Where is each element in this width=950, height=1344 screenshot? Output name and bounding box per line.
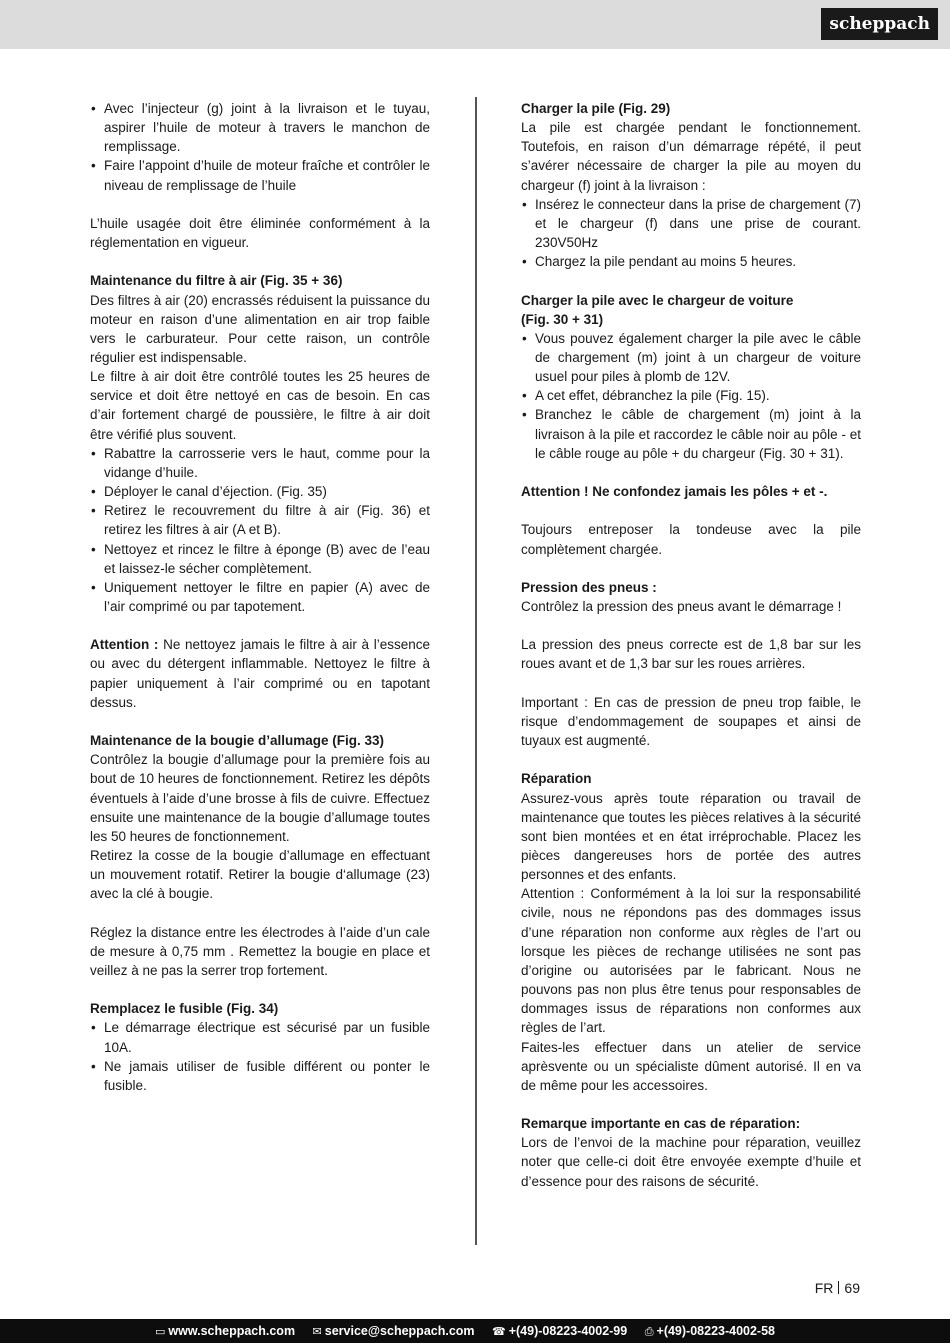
attention-text: Ne nettoyez jamais le filtre à air à l’essence ou avec du détergent inflammable. Nettoyez le filtre à papier uniquement à l’air comprimé ou en tapotant dessus. (90, 637, 431, 710)
car-charger-bullet-list (521, 329, 861, 463)
computer-icon: ▭ (155, 1326, 166, 1338)
right-column (521, 99, 861, 1191)
air-filter-heading: Maintenance du filtre à air (Fig. 35 + 36) (90, 273, 343, 289)
list-item: • Ne jamais utiliser de fusible différent ou ponter le fusible. (90, 1057, 430, 1095)
car-charger-heading-figure: (Fig. 30 + 31) (521, 311, 604, 327)
footer-email[interactable] (313, 1324, 475, 1338)
repair-paragraph-1: Assurez-vous après toute réparation ou travail de maintenance que toutes les pièces relatives à la sécurité sont bien montées et en état irréprochable. Placez les pièces dangereuses hors de portée des autres personnes et des enfants. (521, 790, 861, 883)
charge-battery-paragraph: La pile est chargée pendant le fonctionnement. Toutefois, en raison d’un démarrage répété, il peut s’avérer nécessaire de charger la pile au moyen du chargeur (f) joint à la livraison : (521, 120, 861, 193)
fax-text: +(49)-08223-4002-58 (656, 1324, 776, 1338)
used-oil-paragraph: L’huile usagée doit être éliminée conformément à la réglementation en vigueur. (90, 215, 430, 251)
charge-battery-heading: Charger la pile (Fig. 29) (521, 101, 671, 116)
page-number-separator (838, 1281, 839, 1294)
fuse-heading: Remplacez le fusible (Fig. 34) (90, 1001, 279, 1017)
oil-bullet-list (90, 99, 430, 195)
repair-heading: Réparation (521, 771, 592, 787)
tyre-pressure-paragraph-3: Important : En cas de pression de pneu trop faible, le risque d’endommagement de soupapes et ainsi de tuyaux est augmenté. (521, 694, 861, 749)
air-filter-paragraph-2: Le filtre à air doit être contrôlé toutes les 25 heures de service et doit être nettoyé en cas de besoin. En cas d’air fortement chargé de poussière, le filtre à air doit être vérifié plus souvent. (90, 369, 430, 442)
list-item: • Uniquement nettoyer le filtre en papier (A) avec de l’air comprimé ou par tapotement. (90, 578, 430, 616)
spark-plug-paragraph-1: Contrôlez la bougie d’allumage pour la première fois au bout de 10 heures de fonctionnement. Retirez les dépôts éventuels à l’aide d’une brosse à fils de cuivre. Effectuez ensuite une maintenance de la bougie d’allumage toutes les 50 heures de fonctionnement. (90, 752, 430, 844)
footer-phone (492, 1324, 627, 1338)
email-text: service@scheppach.com (324, 1324, 475, 1338)
fuse-bullet-list (90, 1018, 430, 1095)
list-item: • Le démarrage électrique est sécurisé par un fusible 10A. (90, 1018, 430, 1056)
footer-fax (645, 1324, 775, 1338)
air-filter-bullet-list (90, 444, 430, 616)
mail-icon: ✉ (312, 1326, 322, 1338)
attention-label: Attention : (90, 637, 159, 653)
page-number-value: 69 (844, 1280, 860, 1296)
list-item: • Nettoyez et rincez le filtre à éponge (B) avec de l’eau et laissez-le sécher complètement. (90, 540, 430, 578)
list-item: • Rabattre la carrosserie vers le haut, comme pour la vidange d’huile. (90, 444, 430, 482)
column-divider (475, 97, 477, 1245)
phone-text: +(49)-08223-4002-99 (508, 1324, 628, 1338)
website-text: www.scheppach.com (168, 1324, 296, 1338)
repair-remark-heading: Remarque importante en cas de réparation: (521, 1116, 801, 1132)
list-item: • Retirez le recouvrement du filtre à air (Fig. 36) et retirez les filtres à air (A et B). (90, 501, 430, 539)
list-item: • Faire l’appoint d’huile de moteur fraîche et contrôler le niveau de remplissage de l’huile (90, 156, 430, 194)
spark-plug-heading: Maintenance de la bougie d’allumage (Fig. 33) (90, 733, 385, 749)
repair-remark-paragraph: Lors de l’envoi de la machine pour réparation, veuillez noter que celle-ci doit être envoyée exempte d’huile et d’essence pour des raisons de sécurité. (521, 1135, 861, 1189)
poles-warning: Attention ! Ne confondez jamais les pôles + et -. (521, 484, 828, 500)
list-item: • Insérez le connecteur dans la prise de chargement (7) et le chargeur (f) dans une prise de courant. 230V50Hz (521, 195, 861, 252)
footer-website[interactable] (155, 1324, 295, 1338)
scheppach-logo: scheppach (821, 8, 938, 40)
storage-paragraph: Toujours entreposer la tondeuse avec la pile complètement chargée. (521, 522, 861, 557)
list-item: • Avec l’injecteur (g) joint à la livraison et le tuyau, aspirer l’huile de moteur à travers le manchon de remplissage. (90, 99, 430, 156)
repair-paragraph-2: Attention : Conformément à la loi sur la responsabilité civile, nous ne répondons pas des dommages issus d’une réparation non conforme aux règles de l’art ou lorsque les pièces de rechange utilisées ne sont pas d’origine ou autorisées par le fabricant. Nous ne pouvons pas non plus être tenus pour responsables de dommages issus de réparations non conformes aux règles de l’art. (521, 886, 861, 1036)
tyre-pressure-heading: Pression des pneus : (521, 579, 657, 595)
air-filter-paragraph-1: Des filtres à air (20) encrassés réduisent la puissance du moteur en raison d’une alimentation en air trop faible vers le carburateur. Pour cette raison, un contrôle régulier est indispensable. (90, 292, 430, 365)
list-item: • Déployer le canal d’éjection. (Fig. 35) (90, 482, 430, 501)
list-item: • Branchez le câble de chargement (m) joint à la livraison à la pile et raccordez le câble noir au pôle - et le câble rouge au pôle + du chargeur (Fig. 30 + 31). (521, 405, 861, 462)
repair-paragraph-3: Faites-les effectuer dans un atelier de service aprèsvente ou un spécialiste dûment autorisé. Il en va de même pour les accessoires. (521, 1039, 861, 1093)
list-item: • Vous pouvez également charger la pile avec le câble de chargement (m) joint à un chargeur de voiture usuel pour piles à plomb de 12V. (521, 329, 861, 386)
footer-bar (0, 1319, 950, 1343)
tyre-pressure-paragraph-2: La pression des pneus correcte est de 1,8 bar sur les roues avant et de 1,3 bar sur les roues arrières. (521, 637, 861, 672)
charge-bullet-list (521, 195, 861, 272)
air-filter-attention-paragraph (90, 635, 430, 712)
top-header-bar (0, 0, 950, 49)
list-item: • A cet effet, débranchez la pile (Fig. 15). (521, 386, 861, 405)
list-item: • Chargez la pile pendant au moins 5 heures. (521, 252, 861, 271)
phone-icon: ☎ (492, 1326, 506, 1338)
fax-icon: ⎙ (644, 1326, 654, 1338)
car-charger-heading: Charger la pile avec le chargeur de voiture (521, 292, 794, 308)
left-column (90, 99, 430, 1095)
page-number (815, 1280, 860, 1296)
spark-plug-paragraph-2: Retirez la cosse de la bougie d’allumage en effectuant un mouvement rotatif. Retirer la bougie d‘allumage (23) avec la clé à bougie. (90, 848, 430, 902)
language-code: FR (814, 1280, 834, 1296)
spark-plug-paragraph-3: Réglez la distance entre les électrodes à l’aide d’un cale de mesure à 0,75 mm . Remettez la bougie en place et veillez à ne pas la serrer trop fortement. (90, 924, 430, 978)
tyre-pressure-paragraph-1: Contrôlez la pression des pneus avant le démarrage ! (521, 599, 842, 614)
